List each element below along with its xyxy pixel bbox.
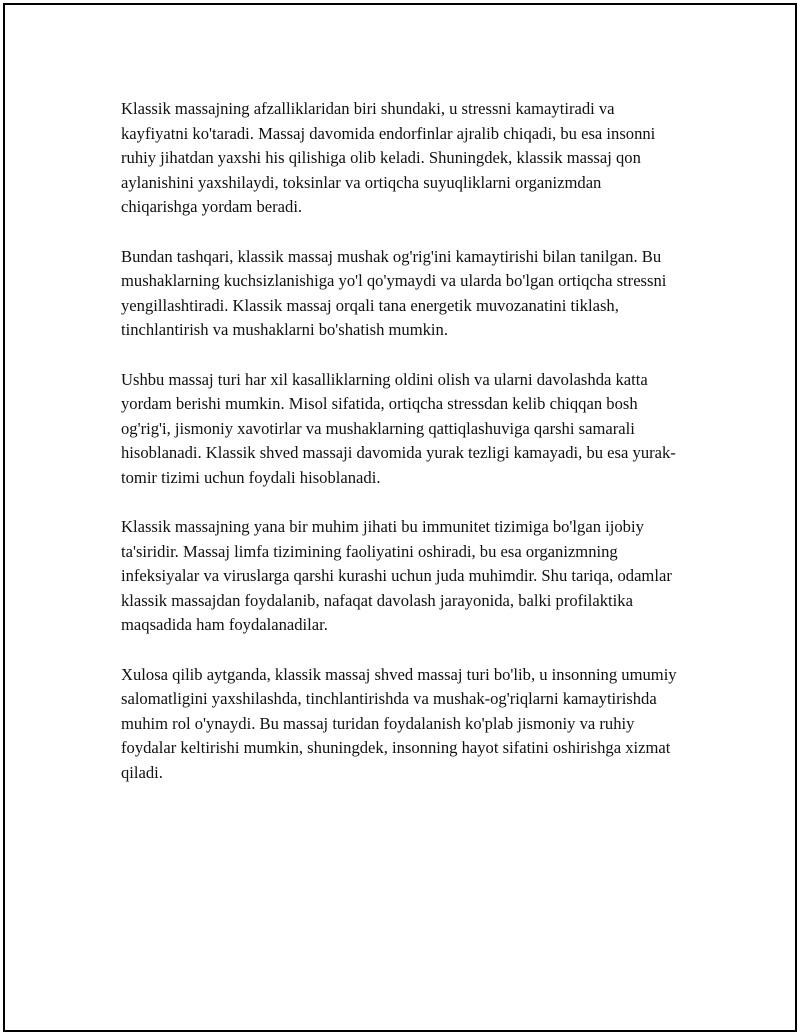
paragraph-immune-system: Klassik massajning yana bir muhim jihati bu immunitet tizimiga bo'lgan ijobiy ta'siridir. Massaj limfa tizimining faoliyatini oshiradi, bu esa organizmning infeksiyalar va viruslarga qarshi kurashi uchun juda muhimdir. Shu tariqa, odamlar klassik massajdan foydalanib, nafaqat davolash jarayonida, balki profilaktika maqsadida ham foydalanadilar. [121,517,672,635]
document-body [121,97,681,810]
paragraph-conclusion: Xulosa qilib aytganda, klassik massaj shved massaj turi bo'lib, u insonning umumiy salomatligini yaxshilashda, tinchlantirishda va mushak-og'riqlarni kamaytirishda muhim rol o'ynaydi. Bu massaj turidan foydalanish ko'plab jismoniy va ruhiy foydalar keltirishi mumkin, shuningdek, insonning hayot sifatini oshirishga xizmat qiladi. [121,664,677,783]
page-border [3,3,797,1032]
paragraph-disease-prevention: Ushbu massaj turi har xil kasalliklarning oldini olish va ularni davolashda katta yordam berishi mumkin. Misol sifatida, ortiqcha stressdan kelib chiqqan bosh og'rig'i, jismoniy xavotirlar va mushaklarning qattiqlashuviga qarshi samarali hisoblanadi. Klassik shved massaji davomida yurak tezligi kamayadi, bu esa yurak-tomir tizimi uchun foydali hisoblanadi. [121,369,676,487]
paragraph-muscle-pain: Bundan tashqari, klassik massaj mushak og'rig'ini kamaytirishi bilan tanilgan. Bu mushaklarning kuchsizlanishiga yo'l qo'ymaydi va ularda bo'lgan ortiqcha stressni yengillashtiradi. Klassik massaj orqali tana energetik muvozanatini tiklash, tinchlantirish va mushaklarni bo'shatish mumkin. [121,246,667,340]
paragraph-benefits-stress: Klassik massajning afzalliklaridan biri shundaki, u stressni kamaytiradi va kayfiyatni ko'taradi. Massaj davomida endorfinlar ajralib chiqadi, bu esa insonni ruhiy jihatdan yaxshi his qilishiga olib keladi. Shuningdek, klassik massaj qon aylanishini yaxshilaydi, toksinlar va ortiqcha suyuqliklarni organizmdan chiqarishga yordam beradi. [121,99,656,217]
